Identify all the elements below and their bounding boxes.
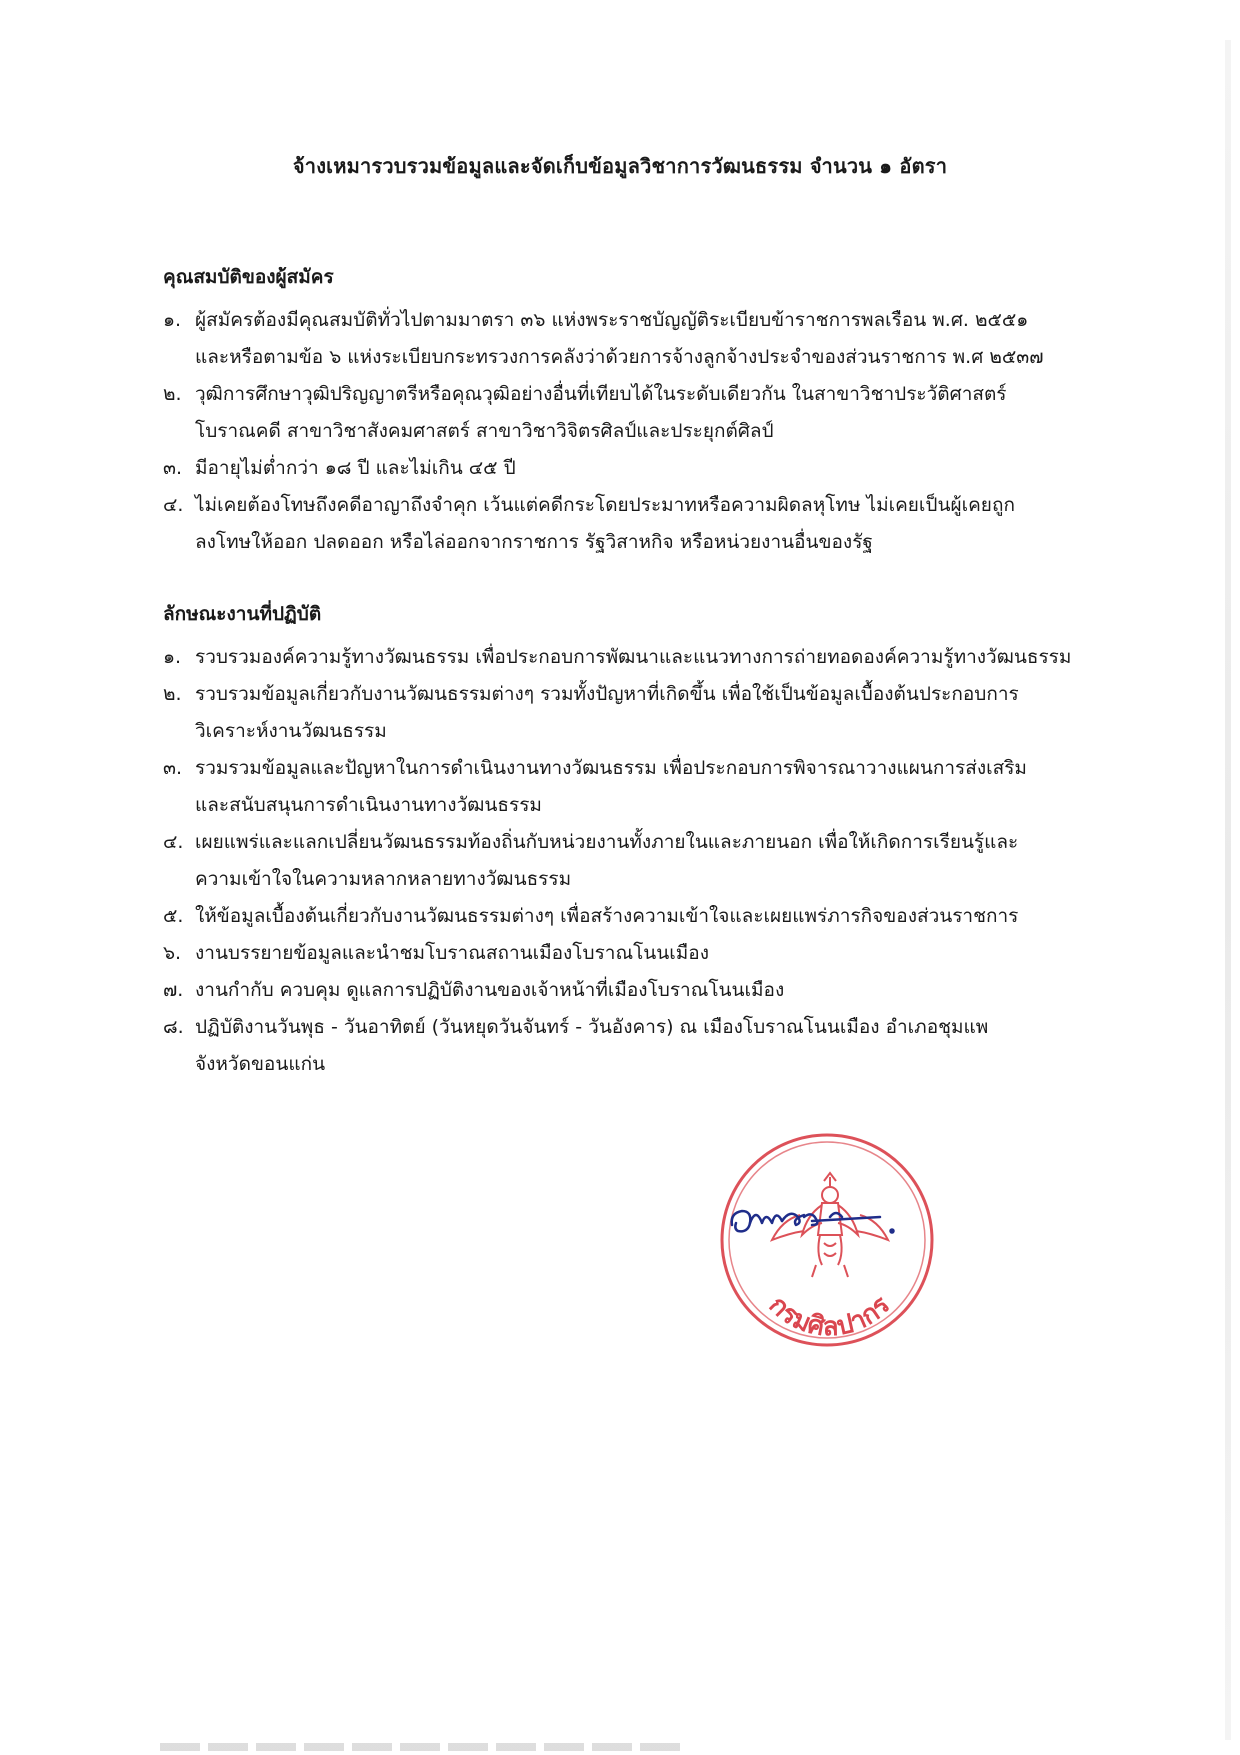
item-number: ๑. [163, 646, 182, 668]
item-text [195, 972, 1123, 1009]
duties-list [163, 639, 1123, 1083]
item-number: ๓. [163, 457, 183, 479]
official-seal [712, 1125, 942, 1355]
item-text [195, 1009, 1123, 1083]
item-line: ไม่เคยต้องโทษถึงคดีอาญาถึงจำคุก เว้นแต่คดีกระโดยประมาทหรือความผิดลหุโทษ ไม่เคยเป็นผู้เคยถูก [195, 494, 1015, 516]
qualifications-heading: คุณสมบัติของผู้สมัคร [163, 266, 334, 288]
item-line: ความเข้าใจในความหลากหลายทางวัฒนธรรม [195, 868, 572, 890]
item-line: รวบรวมข้อมูลเกี่ยวกับงานวัฒนธรรมต่างๆ รวมทั้งปัญหาที่เกิดขึ้น เพื่อใช้เป็นข้อมูลเบื้องต้นประกอบการ [195, 683, 1019, 705]
item-number: ๑. [163, 309, 182, 331]
list-item [163, 376, 1123, 450]
item-text [195, 639, 1123, 676]
item-line: และสนับสนุนการดำเนินงานทางวัฒนธรรม [195, 794, 542, 816]
item-line: เผยแพร่และแลกเปลี่ยนวัฒนธรรมท้องถิ่นกับหน่วยงานทั้งภายในและภายนอก เพื่อให้เกิดการเรียนรู้และ [195, 831, 1019, 853]
item-text [195, 898, 1123, 935]
list-item [163, 935, 1123, 972]
duties-section [163, 599, 1123, 1083]
scan-footer-mark [160, 1743, 680, 1751]
item-text [195, 824, 1123, 898]
item-line: ลงโทษให้ออก ปลดออก หรือไล่ออกจากราชการ รัฐวิสาหกิจ หรือหน่วยงานอื่นของรัฐ [195, 531, 873, 553]
item-line: และหรือตามข้อ ๖ แห่งระเบียบกระทรวงการคลังว่าด้วยการจ้างลูกจ้างประจำของส่วนราชการ พ.ศ ๒๕๓๗ [195, 346, 1044, 368]
document-title: จ้างเหมารวบรวมข้อมูลและจัดเก็บข้อมูลวิชาการวัฒนธรรม จำนวน ๑ อัตรา [292, 154, 948, 178]
item-number: ๔. [163, 494, 184, 516]
item-number: ๘. [163, 1016, 184, 1038]
item-line: ปฏิบัติงานวันพุธ - วันอาทิตย์ (วันหยุดวันจันทร์ - วันอังคาร) ณ เมืองโบราณโนนเมือง อำเภอชุมแพ [195, 1016, 989, 1038]
item-line: รวมรวมข้อมูลและปัญหาในการดำเนินงานทางวัฒนธรรม เพื่อประกอบการพิจารณาวางแผนการส่งเสริม [195, 757, 1027, 779]
list-item [163, 824, 1123, 898]
list-item [163, 639, 1123, 676]
item-text [195, 935, 1123, 972]
list-item [163, 302, 1123, 376]
list-item [163, 750, 1123, 824]
item-line: วิเคราะห์งานวัฒนธรรม [195, 720, 387, 742]
signature-icon [732, 1211, 894, 1233]
duties-heading: ลักษณะงานที่ปฏิบัติ [163, 603, 322, 625]
item-text [195, 302, 1123, 376]
list-item [163, 898, 1123, 935]
qualifications-list [163, 302, 1123, 561]
item-line: จังหวัดขอนแก่น [195, 1053, 326, 1075]
item-number: ๗. [163, 979, 184, 1001]
item-line: งานบรรยายข้อมูลและนำชมโบราณสถานเมืองโบราณโนนเมือง [195, 942, 709, 964]
item-line: งานกำกับ ควบคุม ดูแลการปฏิบัติงานของเจ้าหน้าที่เมืองโบราณโนนเมือง [195, 979, 785, 1001]
item-line: รวบรวมองค์ความรู้ทางวัฒนธรรม เพื่อประกอบการพัฒนาและแนวทางการถ่ายทอดองค์ความรู้ทางวัฒนธรรม [195, 646, 1072, 668]
item-number: ๒. [163, 683, 182, 705]
item-text [195, 376, 1123, 450]
item-number: ๒. [163, 383, 182, 405]
garuda-icon [772, 1173, 888, 1277]
qualifications-section [163, 262, 1123, 561]
item-number: ๖. [163, 942, 182, 964]
item-line: มีอายุไม่ต่ำกว่า ๑๘ ปี และไม่เกิน ๔๕ ปี [195, 457, 516, 479]
seal-text: กรมศิลปากร [762, 1290, 897, 1343]
item-text [195, 450, 1123, 487]
list-item [163, 1009, 1123, 1083]
item-line: ผู้สมัครต้องมีคุณสมบัติทั่วไปตามมาตรา ๓๖ แห่งพระราชบัญญัติระเบียบข้าราชการพลเรือน พ.ศ. ๒๕๕๑ [195, 309, 1029, 331]
list-item [163, 972, 1123, 1009]
list-item [163, 487, 1123, 561]
item-text [195, 750, 1123, 824]
item-line: โบราณคดี สาขาวิชาสังคมศาสตร์ สาขาวิชาวิจิตรศิลป์และประยุกต์ศิลป์ [195, 420, 774, 442]
item-line: วุฒิการศึกษาวุฒิปริญญาตรีหรือคุณวุฒิอย่างอื่นที่เทียบได้ในระดับเดียวกัน ในสาขาวิชาประวัติศาสตร์ [195, 383, 1007, 405]
item-line: ให้ข้อมูลเบื้องต้นเกี่ยวกับงานวัฒนธรรมต่างๆ เพื่อสร้างความเข้าใจและเผยแพร่ภารกิจของส่วนราชการ [195, 905, 1019, 927]
item-text [195, 676, 1123, 750]
seal-icon [712, 1125, 942, 1355]
list-item [163, 450, 1123, 487]
item-number: ๓. [163, 757, 183, 779]
item-number: ๕. [163, 905, 184, 927]
scan-edge [1225, 40, 1231, 1740]
list-item [163, 676, 1123, 750]
item-number: ๔. [163, 831, 184, 853]
item-text [195, 487, 1123, 561]
